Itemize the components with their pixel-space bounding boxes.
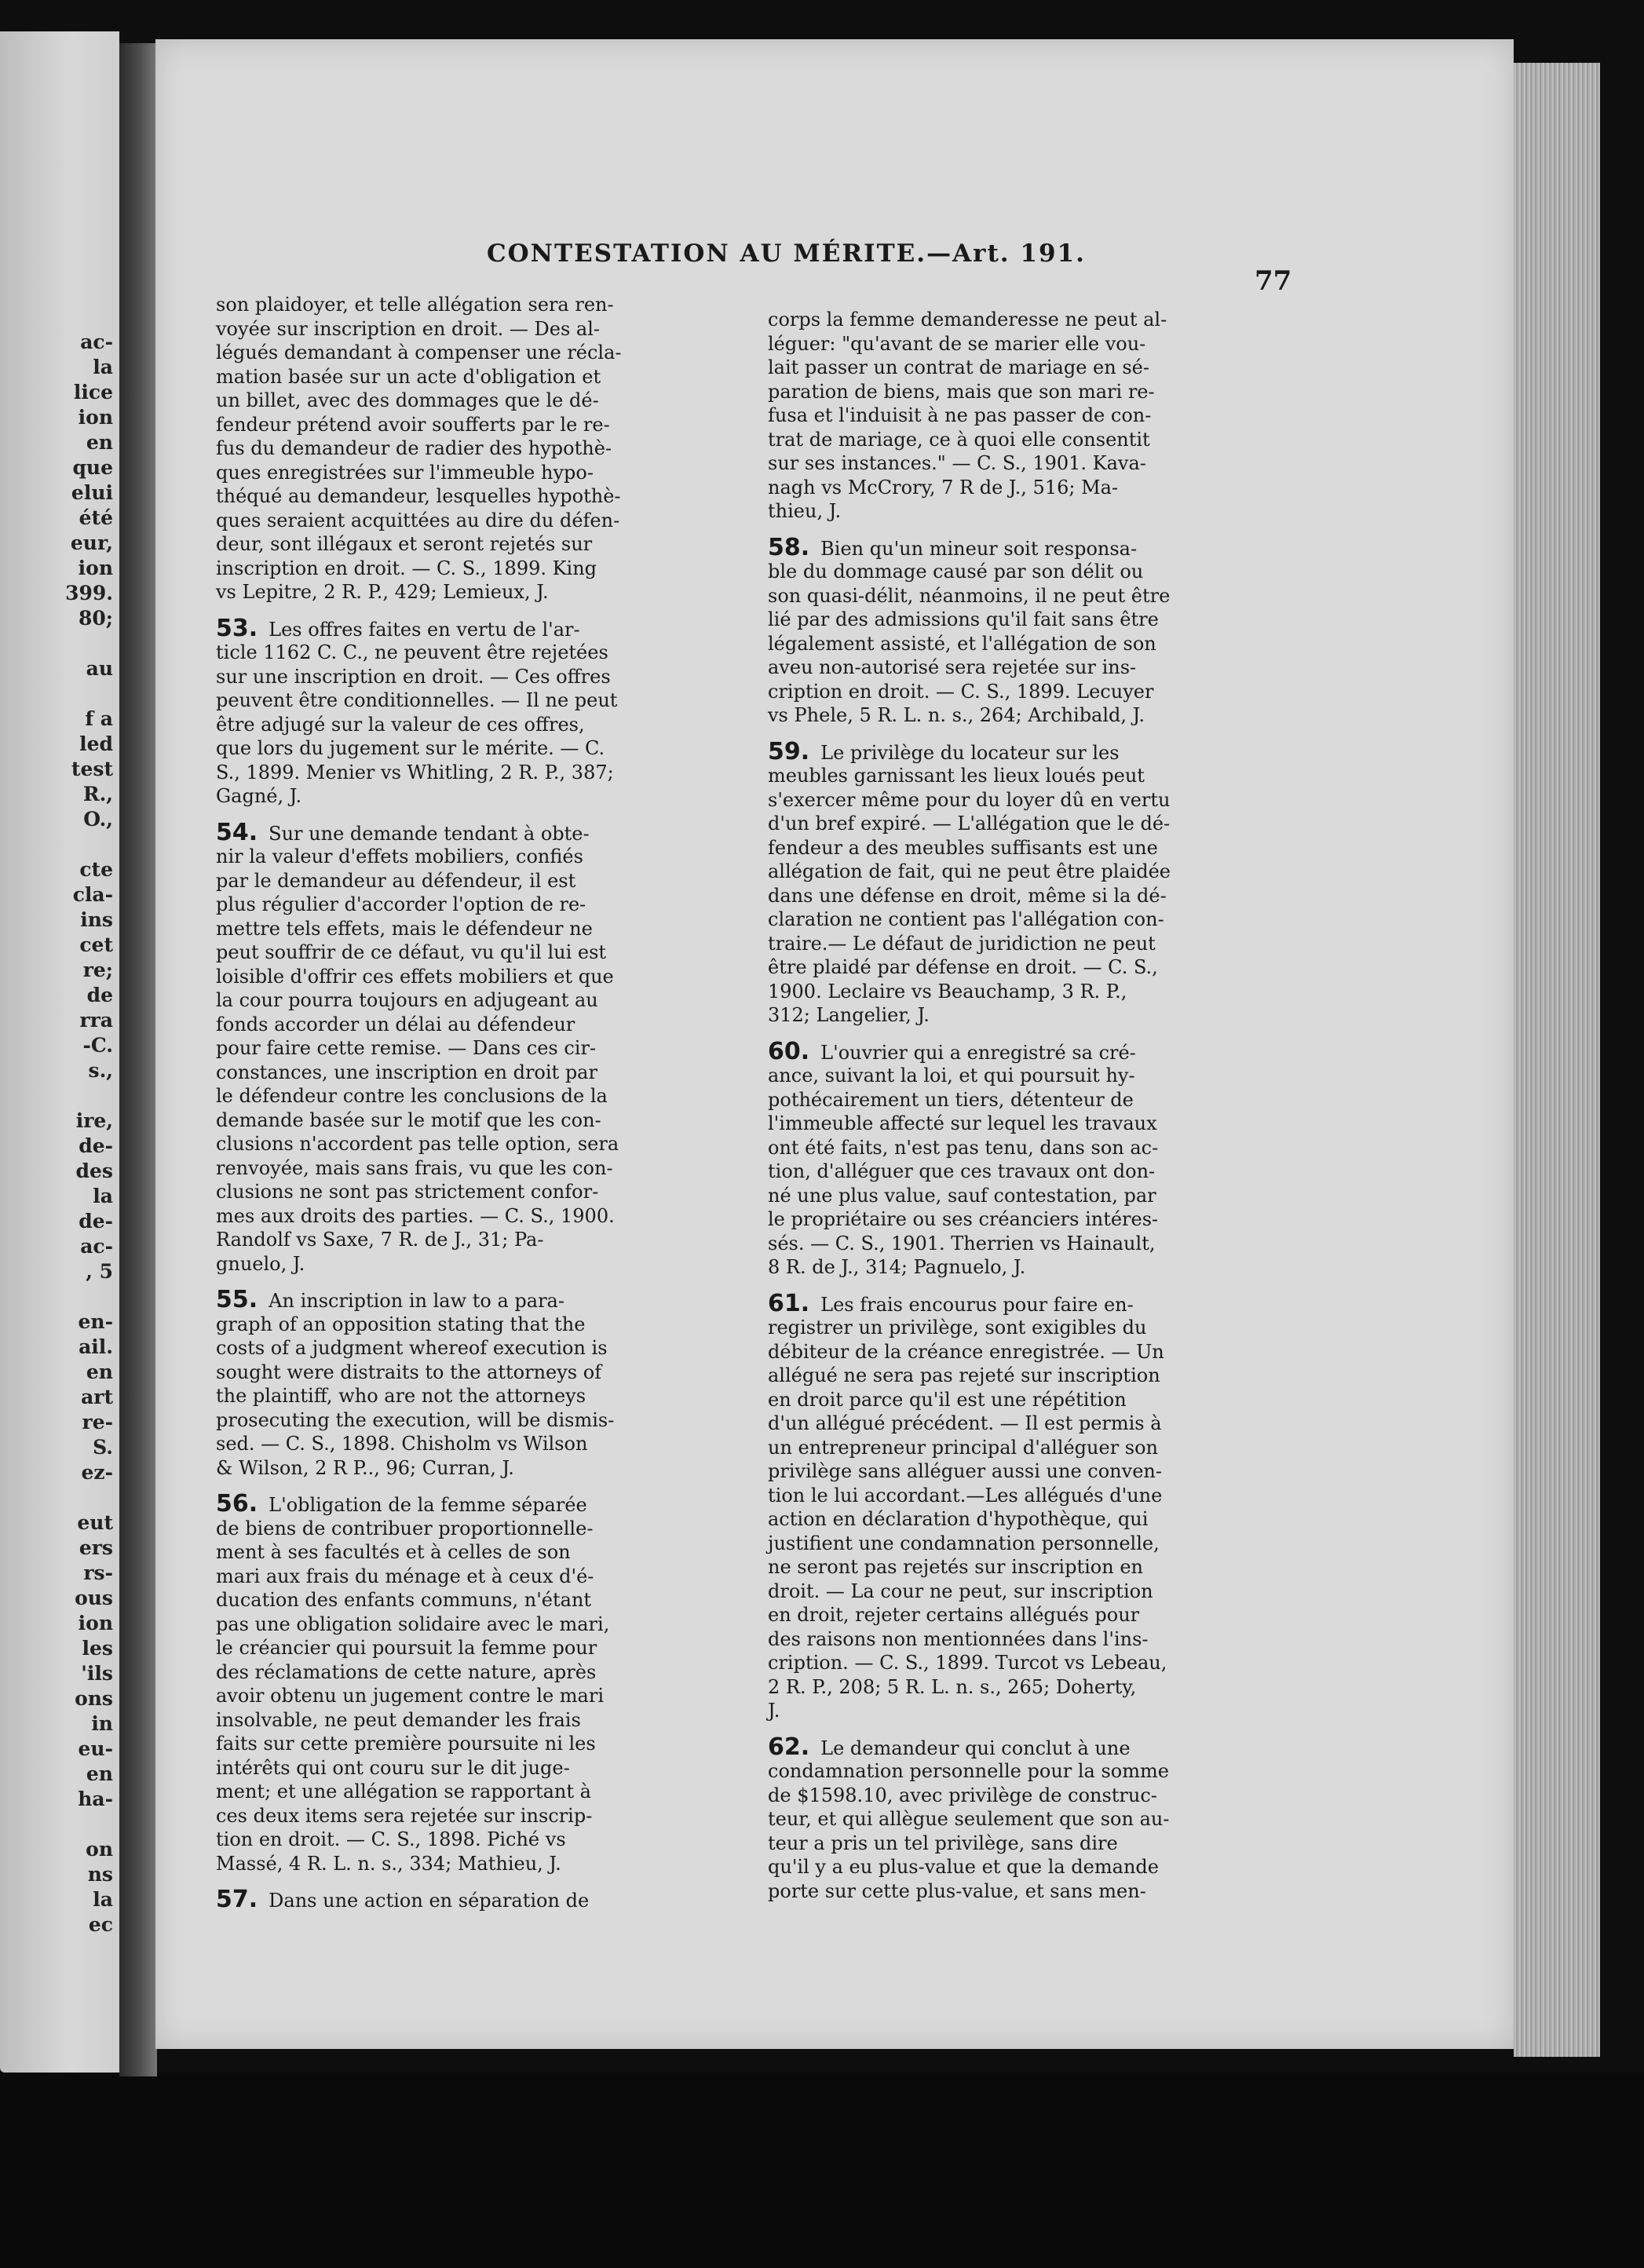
text-line: par le demandeur au défendeur, il est	[216, 869, 576, 892]
text-line: fendeur prétend avoir soufferts par le re-	[216, 413, 610, 436]
text-line: graph of an opposition stating that the	[216, 1313, 586, 1335]
text-line: Les offres faites en vertu de l'ar-	[269, 618, 580, 641]
text-line: renvoyée, mais sans frais, vu que les con-	[216, 1156, 613, 1179]
text-line: ance, suivant la loi, et qui poursuit hy-	[768, 1065, 1135, 1087]
facing-page-fragment: ons	[75, 1687, 113, 1710]
decision-paragraph	[216, 293, 726, 604]
text-line: fusa et l'induisit à ne pas passer de con-	[768, 404, 1152, 426]
text-line: 1900. Leclaire vs Beauchamp, 3 R. P.,	[768, 980, 1127, 1003]
decision-paragraph	[768, 308, 1283, 524]
text-line: L'ouvrier qui a enregistré sa cré-	[820, 1041, 1136, 1064]
facing-page-fragment: elui	[71, 481, 113, 504]
text-line: teur a pris un tel privilège, sans dire	[768, 1832, 1118, 1854]
text-line: être adjugé sur la valeur de ces offres,	[216, 713, 585, 736]
facing-page-fragment: eu-	[78, 1737, 113, 1760]
text-line: mari aux frais du ménage et à ceux d'é-	[216, 1565, 594, 1587]
text-line: deur, sont illégaux et seront rejetés sur	[216, 533, 593, 555]
facing-page-fragment: été	[79, 506, 113, 529]
page-number: 77	[1255, 265, 1292, 297]
text-line: aveu non-autorisé sera rejetée sur ins-	[768, 656, 1137, 678]
scanner-background	[0, 2073, 1644, 2268]
text-line: né une plus value, sauf contestation, par	[768, 1184, 1156, 1207]
facing-page-fragment: eut	[77, 1511, 113, 1534]
text-line: mes aux droits des parties. — C. S., 1900.	[216, 1204, 615, 1227]
text-line: ne seront pas rejetés sur inscription en	[768, 1556, 1143, 1578]
text-line: en droit parce qu'il est une répétition	[768, 1388, 1127, 1411]
facing-page-fragment: ac-	[80, 331, 113, 353]
text-line: Dans une action en séparation de	[269, 1890, 590, 1912]
text-line: allégation de fait, qui ne peut être plaidée	[768, 860, 1171, 882]
text-line: porte sur cette plus-value, et sans men-	[768, 1879, 1146, 1902]
facing-page-fragment: re;	[82, 959, 113, 981]
text-line: thieu, J.	[768, 500, 842, 522]
text-line: lié par des admissions qu'il fait sans être	[768, 608, 1159, 630]
text-line: être plaidé par défense en droit. — C. S.,	[768, 956, 1158, 978]
facing-page-fragment: ac-	[80, 1235, 113, 1258]
text-line: que lors du jugement sur le mérite. — C.	[216, 737, 605, 759]
text-line: gnuelo, J.	[216, 1252, 305, 1275]
text-line: L'obligation de la femme séparée	[269, 1494, 587, 1516]
text-line: tion le lui accordant.—Les allégués d'une	[768, 1484, 1163, 1507]
text-line: ont été faits, n'est pas tenu, dans son ac-	[768, 1136, 1159, 1159]
text-line: de biens de contribuer proportionnelle-	[216, 1517, 594, 1539]
facing-page-fragment: ion	[78, 557, 113, 579]
text-line: le défendeur contre les conclusions de la	[216, 1085, 608, 1107]
text-line: pour faire cette remise. — Dans ces cir-	[216, 1037, 597, 1059]
text-line: en droit, rejeter certains allégués pour	[768, 1604, 1140, 1626]
text-line: ces deux items sera rejetée sur inscrip-	[216, 1804, 593, 1827]
text-line: & Wilson, 2 R P.., 96; Curran, J.	[216, 1456, 514, 1479]
text-line: léguer: "qu'avant de se marier elle vou-	[768, 332, 1146, 355]
facing-page-fragment: ion	[78, 1612, 113, 1634]
facing-page-fragment	[0, 1812, 118, 1837]
text-line: Randolf vs Saxe, 7 R. de J., 31; Pa-	[216, 1229, 544, 1251]
paragraph-number: 59.	[768, 737, 810, 765]
decision-paragraph	[216, 1888, 726, 1912]
text-line: dans une défense en droit, même si la dé-	[768, 884, 1167, 907]
facing-page-fragment: led	[79, 732, 113, 755]
text-line: cription en droit. — C. S., 1899. Lecuyer	[768, 680, 1154, 703]
facing-page-edge	[0, 31, 119, 2073]
text-line: tion en droit. — C. S., 1898. Piché vs	[216, 1828, 566, 1850]
text-line: teur, et qui allègue seulement que son au-	[768, 1808, 1170, 1830]
paragraph-number: 58.	[768, 533, 810, 561]
decision-paragraph	[216, 818, 726, 1276]
text-line: Massé, 4 R. L. n. s., 334; Mathieu, J.	[216, 1852, 561, 1875]
paragraph-number: 55.	[216, 1286, 258, 1313]
facing-page-fragment: lice	[73, 381, 113, 404]
facing-page-fragment: la	[93, 356, 113, 378]
paragraph-number: 62.	[768, 1733, 810, 1761]
facing-page-fragment	[0, 631, 118, 656]
decision-paragraph	[216, 1492, 726, 1875]
facing-page-fragment: test	[71, 758, 113, 780]
paragraph-number: 57.	[216, 1886, 258, 1913]
facing-page-fragment: 399.	[65, 582, 113, 604]
facing-page-fragment: cla-	[72, 883, 113, 906]
facing-page-fragment: en	[86, 1762, 113, 1785]
paragraph-number: 54.	[216, 818, 258, 846]
text-line: Bien qu'un mineur soit responsa-	[820, 537, 1138, 560]
text-line: 2 R. P., 208; 5 R. L. n. s., 265; Doherty,	[768, 1675, 1137, 1698]
text-line: An inscription in law to a para-	[269, 1290, 564, 1312]
text-line: droit. — La cour ne peut, sur inscription	[768, 1580, 1153, 1602]
facing-page-fragment: ez-	[81, 1461, 113, 1484]
text-line: légués demandant à compenser une récla-	[216, 341, 622, 363]
facing-page-fragment: de-	[79, 1134, 113, 1157]
text-line: loisible d'offrir ces effets mobiliers et que	[216, 965, 614, 988]
left-text-column	[216, 293, 726, 1912]
facing-page-fragment	[0, 681, 118, 707]
text-line: Les frais encourus pour faire en-	[820, 1293, 1134, 1316]
facing-page-fragment: S.	[93, 1436, 113, 1459]
text-line: Le privilège du locateur sur les	[820, 741, 1120, 764]
facing-page-fragment: en-	[78, 1310, 113, 1333]
right-text-column	[768, 308, 1283, 1903]
facing-page-fragment: f a	[85, 707, 113, 730]
running-head: CONTESTATION AU MÉRITE.—Art. 191.	[487, 239, 1086, 268]
text-line: prosecuting the execution, will be dismis-	[216, 1408, 615, 1431]
text-line: claration ne contient pas l'allégation con-	[768, 908, 1164, 930]
facing-page-fragment: -C.	[82, 1034, 113, 1057]
decision-paragraph	[768, 533, 1283, 728]
facing-page-fragment: ail.	[79, 1335, 113, 1358]
facing-page-fragment: ha-	[78, 1788, 113, 1810]
facing-page-fragment: en	[86, 431, 113, 454]
text-line: pas une obligation solidaire avec le mari,	[216, 1612, 610, 1635]
text-line: sur ses instances." — C. S., 1901. Kava-	[768, 452, 1146, 474]
decision-paragraph	[768, 737, 1283, 1028]
facing-page-fragment: R.,	[82, 783, 113, 805]
facing-page-fragment: on	[86, 1838, 113, 1861]
facing-page-text	[0, 330, 118, 1937]
text-line: la cour pourra toujours en adjugeant au	[216, 989, 598, 1011]
text-line: fus du demandeur de radier des hypothè-	[216, 437, 612, 459]
text-line: ment; et une allégation se rapportant à	[216, 1780, 591, 1802]
facing-page-fragment: ire,	[75, 1109, 113, 1132]
text-line: pothécairement un tiers, détenteur de	[768, 1088, 1134, 1111]
text-line: légalement assisté, et l'allégation de son	[768, 632, 1156, 655]
facing-page-fragment: 80;	[78, 607, 113, 630]
text-line: Sur une demande tendant à obte-	[269, 822, 590, 845]
facing-page-fragment: au	[86, 657, 113, 680]
facing-page-fragment: rra	[79, 1009, 113, 1032]
text-line: Le demandeur qui conclut à une	[820, 1737, 1131, 1759]
paragraph-number: 53.	[216, 614, 258, 642]
text-line: d'un allégué précédent. — Il est permis à	[768, 1412, 1162, 1434]
text-line: ques enregistrées sur l'immeuble hypo-	[216, 461, 594, 484]
text-line: vs Lepitre, 2 R. P., 429; Lemieux, J.	[216, 581, 549, 603]
text-line: théqué au demandeur, lesquelles hypothè-	[216, 485, 621, 507]
text-line: ble du dommage causé par son délit ou	[768, 561, 1144, 583]
text-line: s'exercer même pour du loyer dû en vertu	[768, 788, 1171, 811]
text-line: 8 R. de J., 314; Pagnuelo, J.	[768, 1256, 1026, 1278]
facing-page-fragment	[0, 832, 118, 857]
text-line: sur une inscription en droit. — Ces offres	[216, 665, 611, 688]
text-line: des réclamations de cette nature, après	[216, 1660, 597, 1683]
text-line: mation basée sur un acte d'obligation et	[216, 365, 601, 388]
text-line: registrer un privilège, sont exigibles du	[768, 1317, 1147, 1339]
text-line: paration de biens, mais que son mari re-	[768, 380, 1155, 403]
facing-page-fragment: que	[72, 456, 113, 479]
text-line: ticle 1162 C. C., ne peuvent être rejetées	[216, 641, 608, 663]
text-line: ducation des enfants communs, n'étant	[216, 1589, 592, 1611]
text-line: son plaidoyer, et telle allégation sera ren-	[216, 294, 614, 316]
decision-paragraph	[768, 1733, 1283, 1904]
facing-page-fragment: la	[93, 1185, 113, 1207]
text-line: le créancier qui poursuit la femme pour	[216, 1637, 597, 1659]
facing-page-fragment: ns	[87, 1863, 113, 1886]
text-line: le propriétaire ou ses créanciers intéres-	[768, 1208, 1159, 1230]
text-line: débiteur de la créance enregistrée. — Un	[768, 1340, 1164, 1363]
facing-page-fragment: O.,	[83, 808, 113, 831]
text-line: justifient une condamnation personnelle,	[768, 1532, 1160, 1554]
facing-page-fragment: 'ils	[81, 1662, 113, 1685]
text-line: condamnation personnelle pour la somme	[768, 1760, 1169, 1782]
facing-page-fragment: re-	[82, 1411, 113, 1433]
text-line: cription. — C. S., 1899. Turcot vs Lebeau,	[768, 1652, 1167, 1674]
text-line: demande basée sur le motif que les con-	[216, 1108, 601, 1131]
facing-page-fragment: ec	[88, 1913, 113, 1936]
text-line: J.	[768, 1700, 780, 1722]
facing-page-fragment: in	[91, 1712, 113, 1735]
text-line: inscription en droit. — C. S., 1899. King	[216, 557, 597, 579]
facing-page-fragment: eur,	[70, 531, 113, 554]
text-line: the plaintiff, who are not the attorneys	[216, 1385, 586, 1407]
facing-page-fragment: s.,	[88, 1059, 113, 1082]
text-line: sed. — C. S., 1898. Chisholm vs Wilson	[216, 1433, 588, 1455]
decision-paragraph	[216, 614, 726, 809]
facing-page-fragment: art	[81, 1386, 113, 1408]
text-line: tion, d'alléguer que ces travaux ont don-	[768, 1160, 1156, 1182]
paragraph-number: 61.	[768, 1289, 810, 1317]
text-line: mettre tels effets, mais le défendeur ne	[216, 917, 593, 940]
paragraph-number: 56.	[216, 1490, 258, 1517]
facing-page-fragment: ers	[79, 1536, 113, 1559]
facing-page-fragment: de-	[79, 1210, 113, 1233]
text-line: costs of a judgment whereof execution is	[216, 1337, 608, 1359]
text-line: sés. — C. S., 1901. Therrien vs Hainault,	[768, 1232, 1156, 1255]
text-line: Gagné, J.	[216, 785, 302, 807]
decision-paragraph	[216, 1288, 726, 1480]
text-line: intérêts qui ont couru sur le dit juge-	[216, 1756, 570, 1779]
facing-page-fragment: cte	[79, 858, 113, 881]
facing-page-fragment	[0, 1083, 118, 1108]
facing-page-fragment	[0, 1284, 118, 1309]
facing-page-fragment: ins	[80, 908, 113, 931]
text-line: sought were distraits to the attorneys of	[216, 1360, 602, 1383]
text-line: qu'il y a eu plus-value et que la demande	[768, 1856, 1159, 1878]
text-line: faits sur cette première poursuite ni les	[216, 1733, 596, 1755]
text-line: vs Phele, 5 R. L. n. s., 264; Archibald, J.	[768, 704, 1145, 726]
text-line: insolvable, ne peut demander les frais	[216, 1708, 581, 1731]
text-line: des raisons non mentionnées dans l'ins-	[768, 1627, 1149, 1650]
text-line: ques seraient acquittées au dire du défen-	[216, 509, 620, 531]
facing-page-fragment: en	[86, 1360, 113, 1383]
facing-page-fragment: cet	[79, 933, 113, 956]
text-line: traire.— Le défaut de juridiction ne peut	[768, 932, 1156, 955]
text-line: ment à ses facultés et à celles de son	[216, 1541, 571, 1563]
text-line: constances, une inscription en droit par	[216, 1061, 597, 1083]
facing-page-fragment: des	[75, 1160, 113, 1182]
text-line: meubles garnissant les lieux loués peut	[768, 765, 1145, 787]
text-line: nagh vs McCrory, 7 R de J., 516; Ma-	[768, 476, 1119, 499]
text-line: d'un bref expiré. — L'allégation que le dé-	[768, 813, 1171, 835]
facing-page-fragment: les	[82, 1637, 113, 1660]
text-line: action en déclaration d'hypothèque, qui	[768, 1508, 1149, 1530]
text-line: lait passer un contrat de mariage en sé-	[768, 356, 1149, 378]
text-line: allégué ne sera pas rejeté sur inscription	[768, 1364, 1160, 1386]
facing-page-fragment: , 5	[86, 1260, 113, 1283]
text-line: corps la femme demanderesse ne peut al-	[768, 309, 1167, 331]
facing-page-fragment: la	[93, 1888, 113, 1911]
text-line: peut souffrir de ce défaut, vu qu'il lui est	[216, 941, 607, 963]
facing-page-fragment	[0, 1485, 118, 1510]
text-line: 312; Langelier, J.	[768, 1004, 930, 1026]
text-line: un billet, avec des dommages que le dé-	[216, 389, 599, 411]
page-fore-edge	[1514, 63, 1600, 2057]
text-line: nir la valeur d'effets mobiliers, confiés	[216, 845, 583, 867]
text-line: clusions ne sont pas strictement confor-	[216, 1181, 599, 1203]
text-line: un entrepreneur principal d'alléguer son	[768, 1436, 1159, 1459]
text-line: plus régulier d'accorder l'option de re-	[216, 893, 586, 915]
text-line: avoir obtenu un jugement contre le mari	[216, 1685, 605, 1707]
text-line: trat de mariage, ce à quoi elle consentit	[768, 428, 1150, 451]
text-line: S., 1899. Menier vs Whitling, 2 R. P., 387;	[216, 761, 614, 783]
text-line: clusions n'accordent pas telle option, sera	[216, 1133, 619, 1155]
text-line: l'immeuble affecté sur lequel les travaux	[768, 1112, 1157, 1134]
text-line: fonds accorder un délai au défendeur	[216, 1013, 575, 1035]
text-line: son quasi-délit, néanmoins, il ne peut être	[768, 584, 1171, 607]
facing-page-fragment: de	[86, 984, 113, 1006]
book-gutter	[119, 43, 157, 2076]
facing-page-fragment: rs-	[83, 1561, 113, 1584]
facing-page-fragment: ion	[78, 406, 113, 429]
text-line: fendeur a des meubles suffisants est une	[768, 836, 1158, 859]
decision-paragraph	[768, 1289, 1283, 1723]
text-line: peuvent être conditionnelles. — Il ne peut	[216, 689, 618, 711]
facing-page-fragment: ous	[75, 1587, 113, 1609]
text-line: privilège sans alléguer aussi une conven-	[768, 1460, 1162, 1482]
paragraph-number: 60.	[768, 1037, 810, 1065]
decision-paragraph	[768, 1037, 1283, 1280]
text-line: de $1598.10, avec privilège de construc-	[768, 1784, 1157, 1806]
text-line: voyée sur inscription en droit. — Des al-	[216, 317, 600, 340]
